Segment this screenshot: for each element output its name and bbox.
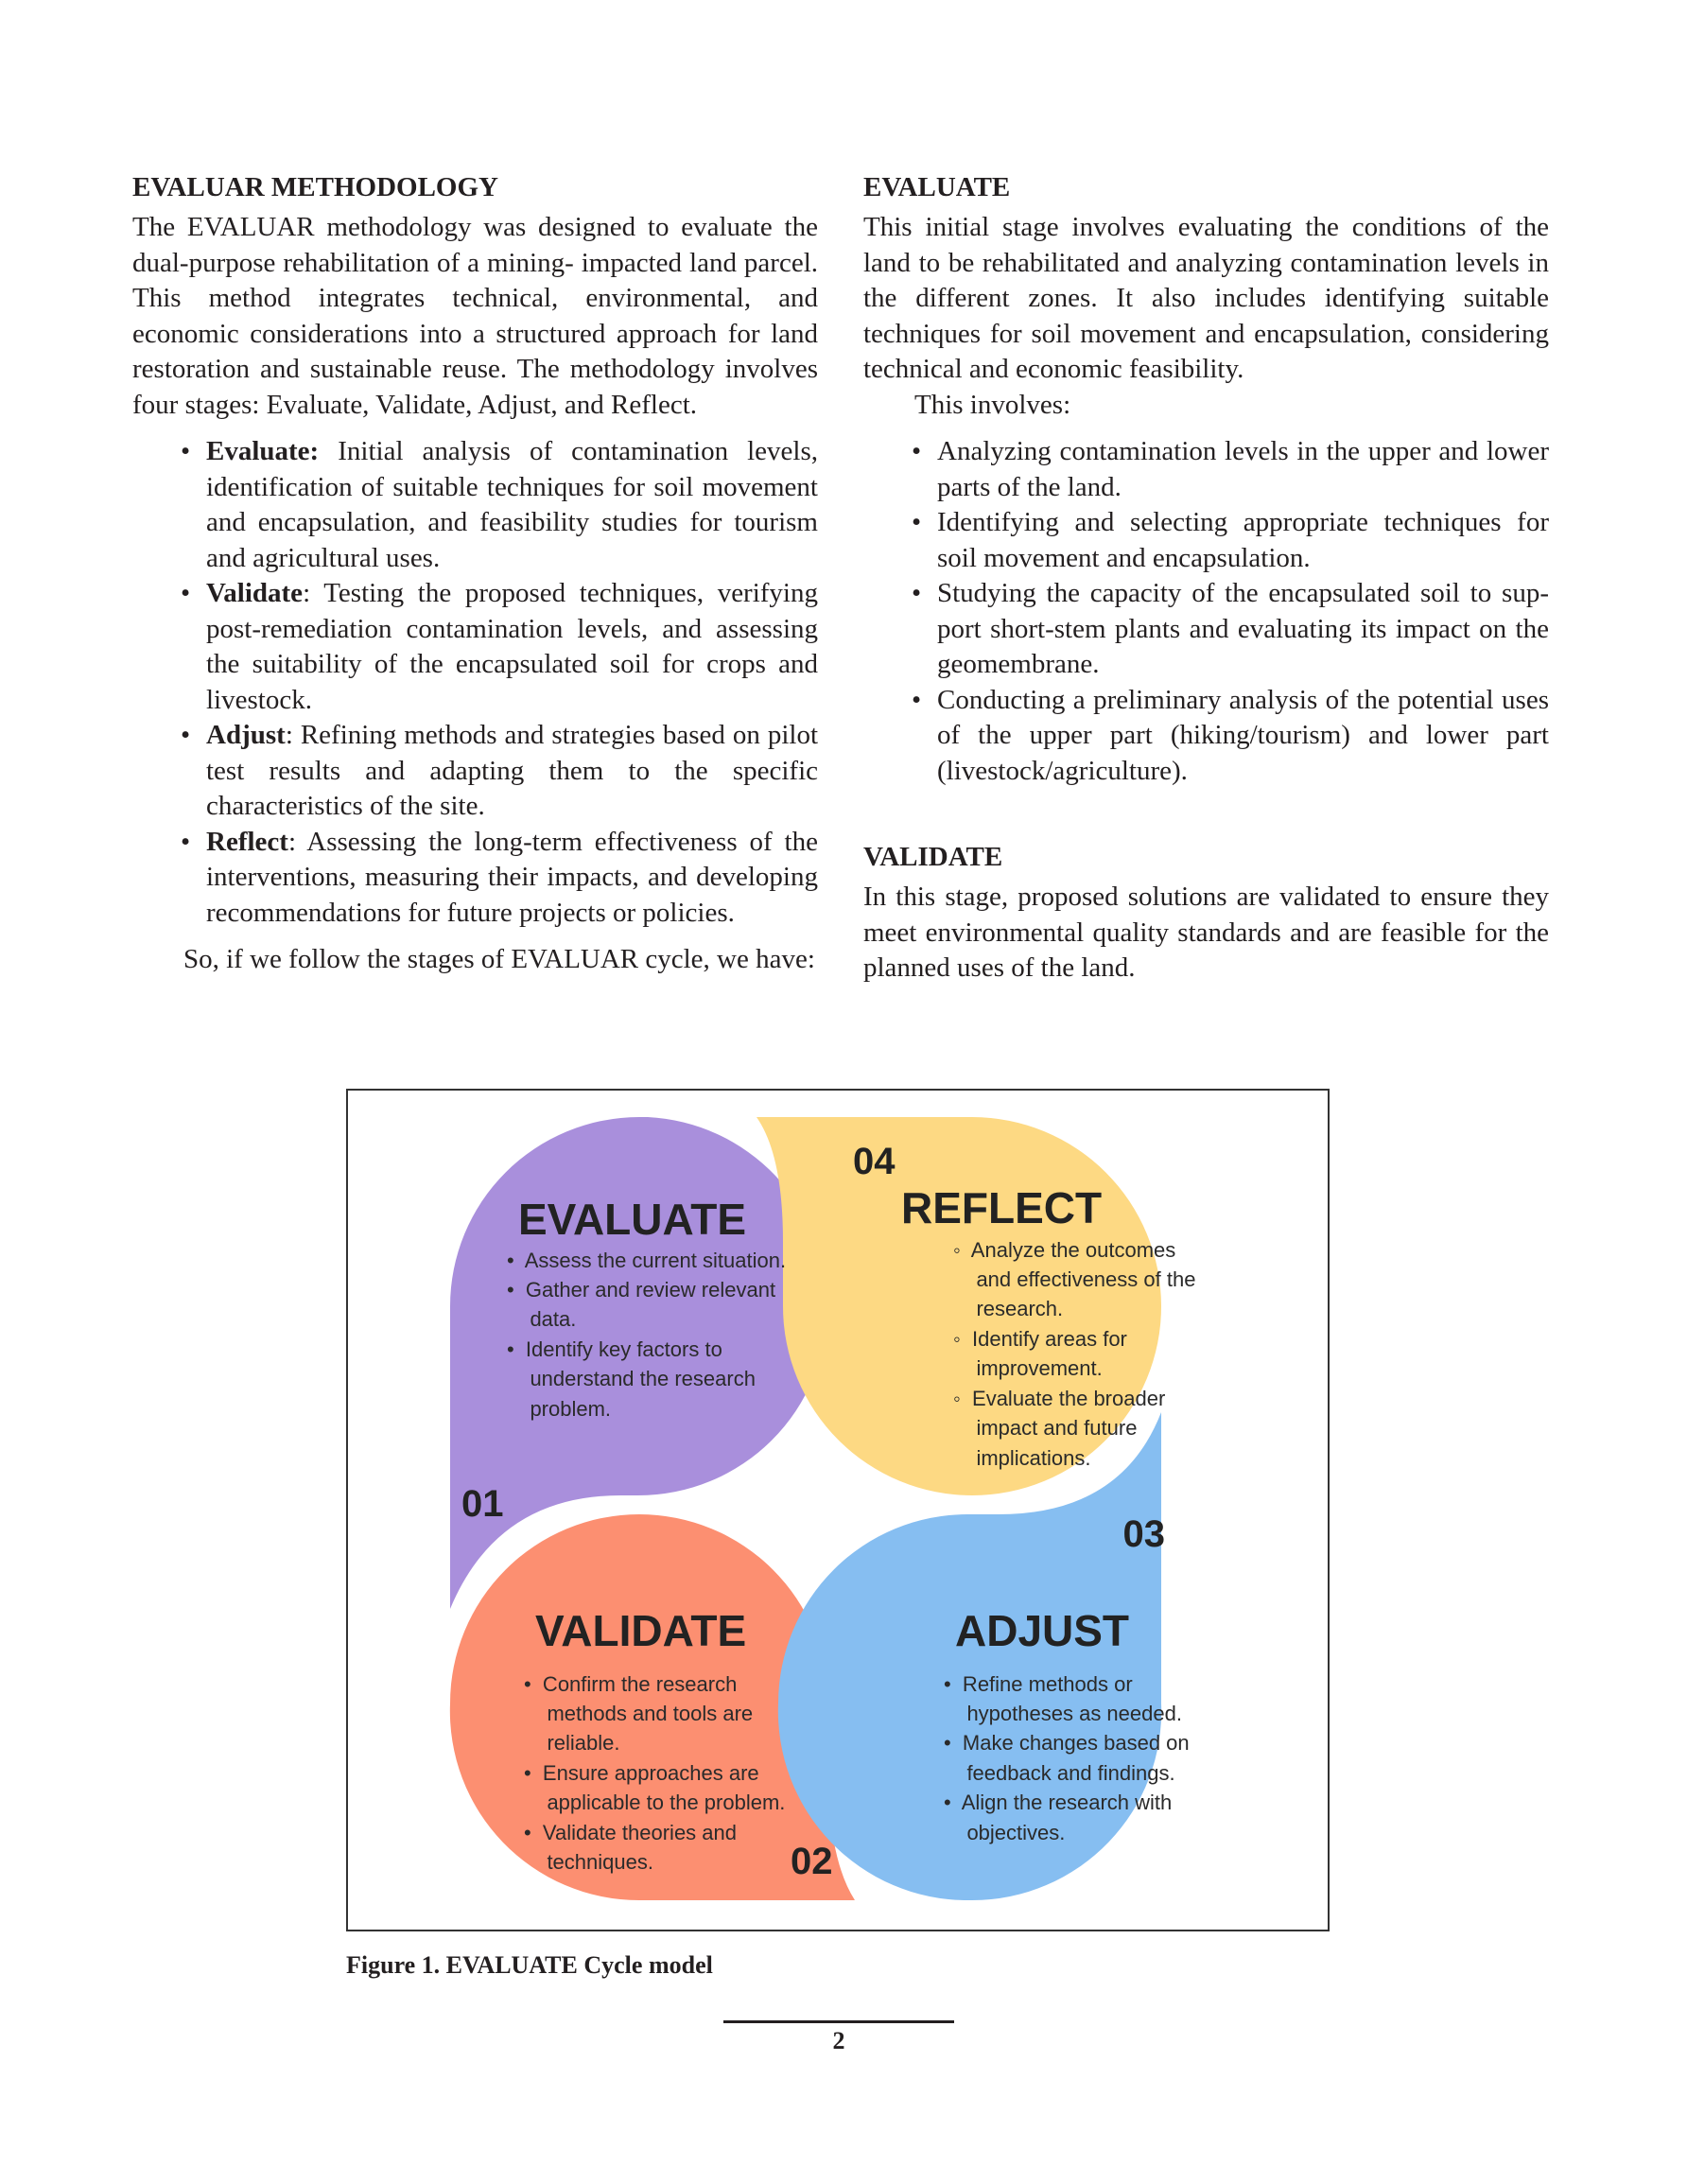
evaluate-paragraph: This initial stage involves evaluating the conditions of the land to be rehabilitated and analyzing contamination levels in the different zones. It also includes identifying suitable techniques for soil movement and encapsulation, considering technical and economic feasibility. — [863, 212, 1549, 384]
bullet-term: Adjust — [206, 720, 286, 750]
diagram-text: ◦ Identify areas for — [953, 1327, 1127, 1351]
bullet-text: Analyzing contamination levels in the upper and lower parts of the land. — [937, 436, 1549, 502]
closing-sentence: So, if we follow the stages of EVALUAR cycle, we have: — [183, 944, 815, 974]
evaluate-number: 01 — [461, 1483, 504, 1525]
diagram-text: problem. — [507, 1397, 612, 1421]
list-item: • Analyzing contamination levels in the upper and lower parts of the land. — [912, 436, 1549, 502]
bullet-term: Validate — [206, 578, 304, 608]
diagram-text: and effectiveness of the — [953, 1267, 1196, 1291]
cycle-diagram — [348, 1091, 1328, 1930]
list-item: • Studying the capacity of the encapsulated soil to support short-stem plants and evaluating its impact on the geomembrane. — [912, 578, 1549, 679]
list-item: • Reflect: Assessing the long-term effectiveness of the interventions, measuring their impacts, and developing recommendations for future projects or policies. — [181, 826, 818, 928]
diagram-text: understand the research — [507, 1367, 756, 1390]
evaluate-title: EVALUATE — [518, 1195, 747, 1244]
adjust-number: 03 — [1122, 1513, 1165, 1555]
adjust-title: ADJUST — [955, 1606, 1130, 1655]
diagram-text: improvement. — [953, 1356, 1103, 1380]
stage-list — [132, 434, 818, 931]
bullet-text: : Refining methods and strategies based on pilot test results and adapting them to the specific characteristics of the site. — [206, 720, 818, 821]
diagram-text: • Confirm the research — [524, 1672, 738, 1696]
diagram-text: implications. — [953, 1446, 1091, 1470]
evaluate-list — [863, 434, 1549, 789]
section-heading-validate: VALIDATE — [863, 842, 1003, 872]
list-item: • Identifying and selecting appropriate techniques for soil movement and encapsulation. — [912, 507, 1549, 573]
page-number: 2 — [832, 2027, 845, 2054]
diagram-text: • Make changes based on — [944, 1731, 1190, 1755]
diagram-text: • Gather and review relevant — [507, 1278, 776, 1302]
validate-title: VALIDATE — [535, 1606, 747, 1655]
diagram-text: reliable. — [524, 1731, 620, 1755]
bullet-text: Conducting a preliminary analysis of the potential uses of the upper part (hiking/tourism) and lower part (livestock/agriculture). — [937, 684, 1549, 786]
right-column — [863, 170, 1549, 987]
validate-paragraph: In this stage, proposed solutions are validated to ensure they meet environmental quality standards and are feasible for the planned uses of the land. — [863, 882, 1549, 983]
bullet-term: Evaluate: — [206, 436, 320, 466]
list-item: • Validate: Testing the proposed techniques, verifying post-remediation contamination levels, and assessing the suitability of the encapsulated soil for crops and livestock. — [181, 578, 818, 715]
section-heading-methodology: EVALUAR METHODOLOGY — [132, 172, 498, 202]
validate-number: 02 — [791, 1841, 833, 1882]
diagram-text: • Assess the current situation. — [507, 1249, 787, 1272]
diagram-text: • Align the research with — [944, 1791, 1173, 1814]
diagram-text: feedback and findings. — [944, 1761, 1175, 1785]
figure-frame — [346, 1089, 1330, 1931]
diagram-text: impact and future — [953, 1416, 1138, 1440]
diagram-text: research. — [953, 1297, 1064, 1320]
diagram-text: techniques. — [524, 1850, 653, 1874]
left-column — [132, 170, 818, 978]
bullet-text: : Assessing the long-term effectiveness of the interventions, measuring their impacts, and developing recommendations for future projects or policies. — [206, 826, 818, 928]
bullet-text: Studying the capacity of the encapsulated soil to support short-stem plants and evaluating its impact on the geomembrane. — [937, 578, 1549, 679]
bullet-term: Reflect — [206, 826, 288, 857]
diagram-text: data. — [507, 1307, 577, 1331]
diagram-text: • Validate theories and — [524, 1821, 737, 1844]
diagram-text: • Ensure approaches are — [524, 1761, 759, 1785]
involves-label: This involves: — [914, 389, 1071, 420]
diagram-text: applicable to the problem. — [524, 1791, 786, 1814]
list-item: • Evaluate: Initial analysis of contamination levels, identification of suitable techniques for soil movement and encapsulation, and feasibility studies for tourism and agricultural uses. — [181, 436, 818, 573]
diagram-text: • Identify key factors to — [507, 1337, 722, 1361]
diagram-text: objectives. — [944, 1821, 1066, 1844]
list-item: • Conducting a preliminary analysis of the potential uses of the upper part (hiking/tourism) and lower part (livestock/agriculture). — [912, 684, 1549, 786]
diagram-text: ◦ Analyze the outcomes — [953, 1238, 1176, 1262]
diagram-text: • Refine methods or — [944, 1672, 1133, 1696]
methodology-intro: The EVALUAR methodology was designed to evaluate the dual-purpose rehabilitation of a mining- impacted land parcel. This method integrates technical, environmental, and economic considerations into a structured approach for land restoration and sustainable reuse. The methodology involves four stages: Evaluate, Validate, Adjust, and Reflect. — [132, 212, 818, 420]
list-item: • Adjust: Refining methods and strategies based on pilot test results and adapting them to the specific characteristics of the site. — [181, 720, 818, 821]
diagram-text: ◦ Evaluate the broader — [953, 1387, 1166, 1410]
bullet-text: Initial analysis of contamination levels, identification of suitable techniques for soil movement and encapsulation, and feasibility studies for tourism and agricultural uses. — [206, 436, 818, 573]
diagram-text: hypotheses as needed. — [944, 1702, 1182, 1725]
footer-rule — [723, 2020, 954, 2023]
reflect-title: REFLECT — [901, 1183, 1103, 1232]
bullet-text: : Testing the proposed techniques, verifying post-remediation contamination levels, and assessing the suitability of the encapsulated soil for crops and livestock. — [206, 578, 818, 715]
section-heading-evaluate: EVALUATE — [863, 172, 1011, 202]
diagram-text: methods and tools are — [524, 1702, 754, 1725]
reflect-number: 04 — [853, 1141, 896, 1182]
bullet-text: Identifying and selecting appropriate techniques for soil movement and encapsulation. — [937, 507, 1549, 573]
figure-caption: Figure 1. EVALUATE Cycle model — [346, 1951, 713, 1979]
